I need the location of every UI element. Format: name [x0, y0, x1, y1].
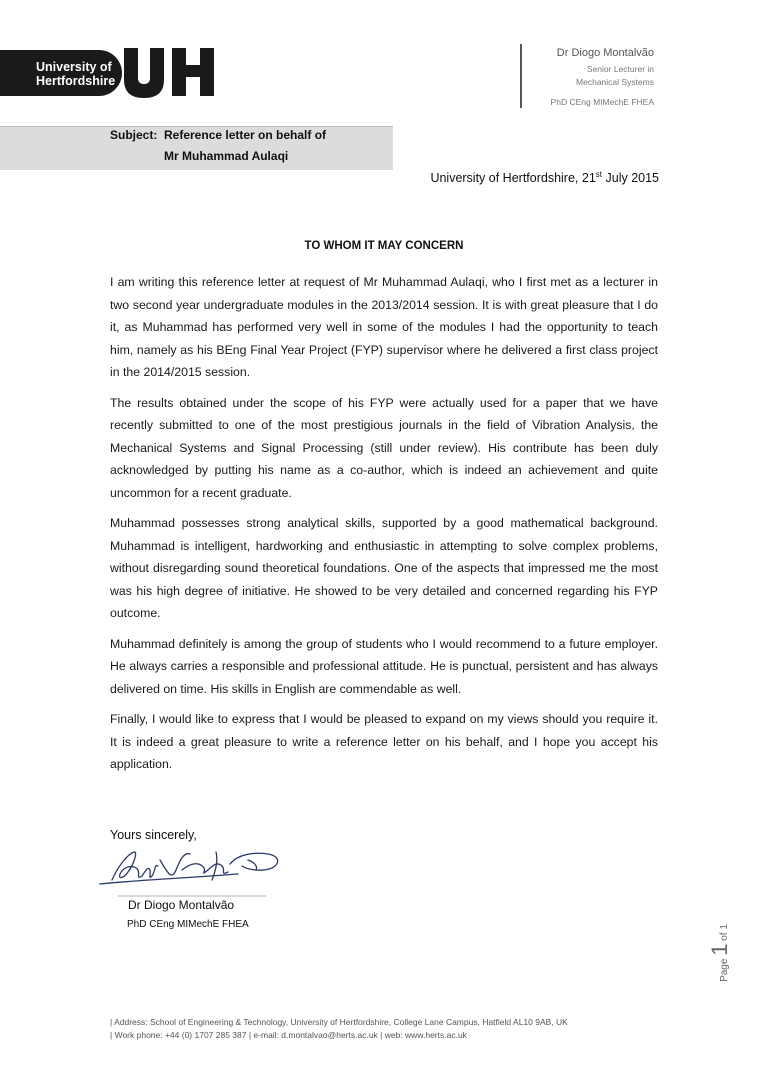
salutation-heading: TO WHOM IT MAY CONCERN	[304, 240, 464, 252]
subject-line-2: Mr Muhammad Aulaqi	[164, 149, 289, 163]
page-label: Page	[719, 955, 730, 982]
footer-contact: | Work phone: +44 (0) 1707 285 387 | e-mail: d.montalvao@herts.ac.uk | web: www.herts.ac.uk	[110, 1030, 467, 1040]
footer-address: | Address: School of Engineering & Technology, University of Hertfordshire, College Lane Campus, Hatfield AL10 9AB, UK	[110, 1017, 568, 1027]
header-qualifications: PhD CEng MIMechE FHEA	[550, 97, 654, 107]
closing-line: Yours sincerely,	[110, 828, 197, 842]
paragraph-1: I am writing this reference letter at request of Mr Muhammad Aulaqi, who I first met as a lecturer in two second year undergraduate modules in the 2013/2014 session. It is with great pleasure that I do it, as Muhammad has performed very well in some of the modules I had the opportunity to teach him, namely as his BEng Final Year Project (FYP) supervisor where he delivered a first class project in the 2014/2015 session.	[110, 275, 658, 379]
paragraph-4: Muhammad definitely is among the group of students who I would recommend to a future employer. He always carries a responsible and professional attitude. He is punctual, persistent and has always delivered on time. His skills in English are commendable as well.	[110, 636, 658, 696]
uh-logo-mark	[124, 48, 216, 98]
header-author-name: Dr Diogo Montalvão	[556, 47, 654, 59]
header-divider	[520, 44, 522, 108]
header-role-line-2: Mechanical Systems	[576, 77, 654, 87]
page-of: of 1	[719, 924, 730, 944]
paragraph-5: Finally, I would like to express that I would be pleased to expand on my views should you require it. It is indeed a great pleasure to write a reference letter on his behalf, and I hope you accept his application.	[110, 712, 658, 771]
paragraph-3: Muhammad possesses strong analytical skills, supported by a good mathematical background. Muhammad is intelligent, hardworking and enthusiastic in attempting to solve complex problems, without disregarding sound theoretical foundations. One of the aspects that impressed me the most was his high degree of initiative. He showed to be very detailed and concerned regarding his FYP outcome.	[110, 516, 658, 620]
logo-line-1: University of	[36, 60, 112, 74]
page-current: 1	[707, 943, 732, 956]
date-place: University of Hertfordshire, 21	[430, 171, 596, 186]
letter-date	[430, 170, 659, 185]
subject-line-1: Subject: Reference letter on behalf of	[110, 128, 327, 142]
letter-body	[110, 271, 658, 784]
paragraph-2: The results obtained under the scope of his FYP were actually used for a paper that we have recently submitted to one of the most prestigious journals in the field of Vibration Analysis, the Mechanical Systems and Signal Processing (still under review). His contribute has been duly acknowledged by putting his name as a co-author, which is indeed an achievement and quite uncommon for a recent graduate.	[110, 395, 658, 500]
logo-line-2: Hertfordshire	[36, 74, 116, 88]
page-indicator	[700, 918, 740, 988]
handwritten-signature	[98, 840, 288, 898]
university-logo-text	[36, 60, 115, 88]
date-suffix: st	[595, 170, 603, 179]
signatory-qualifications: PhD CEng MIMechE FHEA	[127, 919, 249, 930]
signatory-name: Dr Diogo Montalvão	[128, 898, 235, 912]
date-rest: July 2015	[602, 171, 659, 186]
header-role-line-1: Senior Lecturer in	[586, 64, 654, 74]
